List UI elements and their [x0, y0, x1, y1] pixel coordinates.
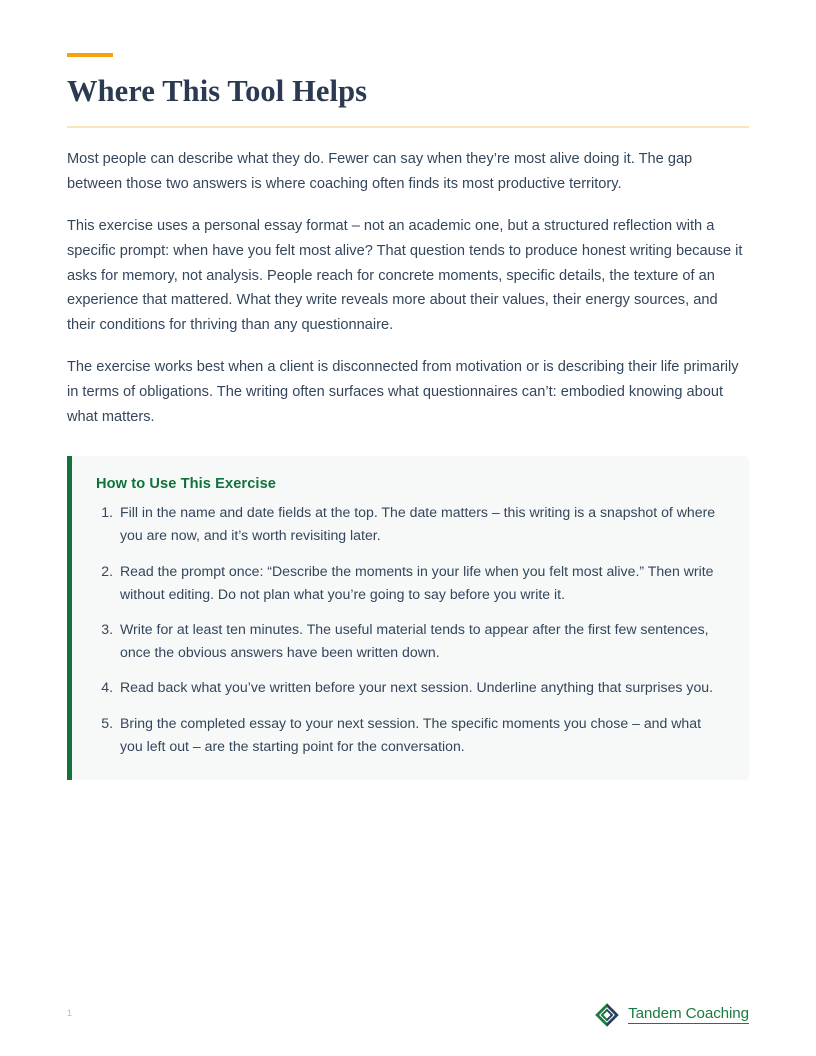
how-to-use-callout: [67, 456, 749, 780]
brand-name: Tandem Coaching: [628, 1005, 749, 1023]
list-item-text: Write for at least ten minutes. The useful material tends to appear after the first few sentences, once the obvious answers have been written down.: [120, 620, 709, 661]
page-number: 1: [67, 1008, 73, 1018]
callout-instruction-list: [96, 501, 723, 758]
list-item: [96, 676, 723, 699]
list-item-number: 1.: [101, 504, 113, 521]
list-item-text: Read back what you’ve written before your next session. Underline anything that surprises you.: [120, 679, 714, 696]
list-item-number: 2.: [101, 562, 113, 579]
callout-title: How to Use This Exercise: [96, 476, 277, 493]
paragraph: The exercise works best when a client is disconnected from motivation or is describing their life primarily in terms of obligations. The writing often surfaces what questionnaires can’t: embodied knowing about what matters.: [67, 359, 739, 425]
list-item-text: Bring the completed essay to your next session. The specific moments you chose – and what you left out – are the starting point for the conversation.: [120, 714, 702, 754]
paragraph: This exercise uses a personal essay format – not an academic one, but a structured reflection with a specific prompt: when have you felt most alive? That question tends to produce honest writing because it asks for memory, not analysis. People reach for concrete moments, specific details, the texture of an experience that mattered. What they write reveals more about their values, their energy sources, and their conditions for thriving than any questionnaire.: [67, 218, 743, 333]
title-accent-bar: [67, 53, 113, 57]
list-item: [96, 618, 723, 664]
list-item: [96, 501, 723, 547]
brand-logo: [594, 1002, 749, 1028]
list-item-number: 4.: [101, 679, 113, 696]
list-item-number: 5.: [101, 714, 113, 731]
tandem-diamond-logo-icon: [594, 1002, 620, 1028]
list-item-text: Fill in the name and date fields at the top. The date matters – this writing is a snapshot of where you are now, and it’s worth revisiting later.: [120, 504, 716, 544]
page-content: [67, 0, 749, 780]
list-item: [96, 712, 723, 758]
list-item-text: Read the prompt once: “Describe the moments in your life when you felt most alive.” Then write without editing. Do not plan what you’re going to say before you write it.: [120, 562, 714, 602]
paragraph: Most people can describe what they do. Fewer can say when they’re most alive doing it. The gap between those two answers is where coaching often finds its most productive territory.: [67, 151, 693, 192]
body-copy: [67, 147, 749, 429]
list-item: [96, 560, 723, 606]
list-item-number: 3.: [101, 620, 113, 637]
page-title: Where This Tool Helps: [67, 74, 368, 108]
title-divider-rule: [67, 126, 749, 128]
